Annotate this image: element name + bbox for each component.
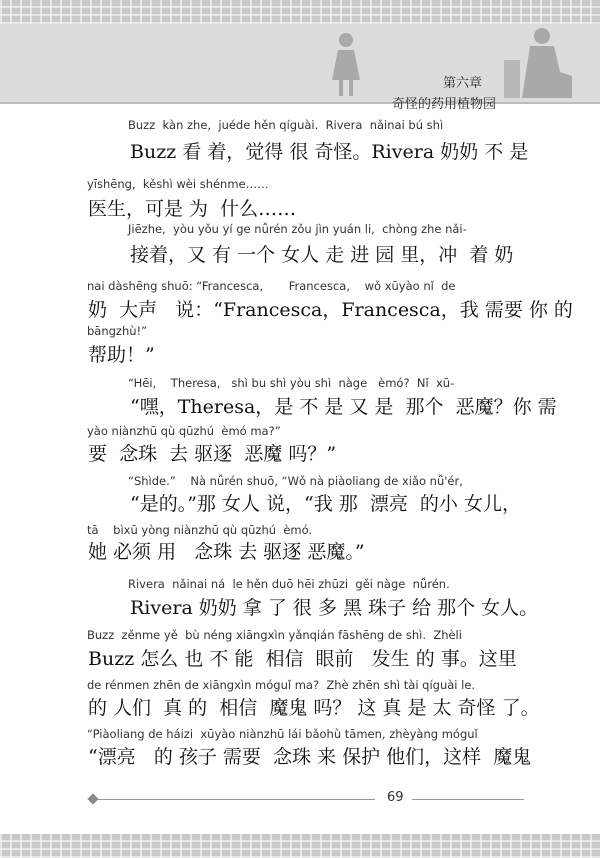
footer-diamond-icon <box>87 793 98 804</box>
hanzi-line: Buzz 怎么 也 不 能 相信 眼前 发生 的 事。这里 <box>88 648 517 670</box>
bottom-decorative-border <box>0 834 600 858</box>
silhouette-seated-woman-icon <box>500 26 580 100</box>
chapter-header <box>0 24 600 112</box>
hanzi-line: 帮助！” <box>88 344 155 366</box>
pinyin-line: yào niànzhū qù qūzhú èmó ma?” <box>87 424 281 438</box>
chapter-number: 第六章 <box>443 76 483 91</box>
hanzi-line: Buzz 看 着，觉得 很 奇怪。Rivera 奶奶 不 是 <box>130 141 529 163</box>
footer-rule-right <box>412 799 524 800</box>
hanzi-line: 医生，可是 为 什么…… <box>88 198 297 220</box>
hanzi-line: 接着，又 有 一个 女人 走 进 园 里，冲 着 奶 <box>130 244 514 266</box>
hanzi-line: Rivera 奶奶 拿 了 很 多 黑 珠子 给 那个 女人。 <box>130 597 539 619</box>
hanzi-line: 奶 大声 说：“Francesca，Francesca，我 需要 你 的 <box>88 299 573 321</box>
pinyin-line: bāngzhù!” <box>87 324 148 338</box>
pinyin-line: “Hēi, Theresa, shì bu shì yòu shì nàge èmó? Nǐ xū- <box>128 376 455 390</box>
hanzi-line: 的 人们 真 的 相信 魔鬼 吗？ 这 真 是 太 奇怪 了。 <box>88 697 540 719</box>
pinyin-line: tā bìxū yòng niànzhū qù qūzhú èmó. <box>87 523 313 537</box>
pinyin-line: Buzz kàn zhe, juéde hěn qíguài. Rivera nǎinai bú shì <box>128 118 444 132</box>
pinyin-line: de rénmen zhēn de xiāngxìn móguǐ ma? Zhè zhēn shì tài qíguài le. <box>87 678 476 692</box>
top-decorative-border <box>0 0 600 24</box>
pinyin-line: Rivera nǎinai ná le hěn duō hēi zhūzi gěi nàge nǚrén. <box>128 577 450 591</box>
page-number: 69 <box>387 790 404 805</box>
hanzi-line: 她 必须 用 念珠 去 驱逐 恶魔。” <box>88 541 365 563</box>
silhouette-girl-icon <box>326 30 366 98</box>
pinyin-line: Buzz zěnme yě bù néng xiāngxìn yǎnqián fāshēng de shì. Zhèli <box>87 628 462 642</box>
pinyin-line: yīshēng, kěshì wèi shénme…… <box>87 177 269 191</box>
hanzi-line: “嘿，Theresa，是 不 是 又 是 那个 恶魔？你 需 <box>130 396 557 418</box>
hanzi-line: 要 念珠 去 驱逐 恶魔 吗？” <box>88 443 337 465</box>
pinyin-line: “Shìde.” Nà nǚrén shuō, “Wǒ nà piàoliang de xiǎo nǚ'ér, <box>128 474 463 488</box>
chapter-title: 奇怪的药用植物园 <box>392 97 497 112</box>
hanzi-line: “漂亮 的 孩子 需要 念珠 来 保护 他们，这样 魔鬼 <box>88 746 532 768</box>
pinyin-line: “Piàoliang de háizi xūyào niànzhū lái bǎohù tāmen, zhèyàng móguǐ <box>87 727 478 741</box>
hanzi-line: “是的。”那 女人 说，“我 那 漂亮 的小 女儿， <box>130 493 521 515</box>
pinyin-line: nai dàshēng shuō: “Francesca, Francesca, wǒ xūyào nǐ de <box>87 279 456 293</box>
footer-rule-left <box>95 799 375 800</box>
pinyin-line: Jiēzhe, yòu yǒu yí ge nǚrén zǒu jìn yuán li, chòng zhe nǎi- <box>128 222 467 236</box>
